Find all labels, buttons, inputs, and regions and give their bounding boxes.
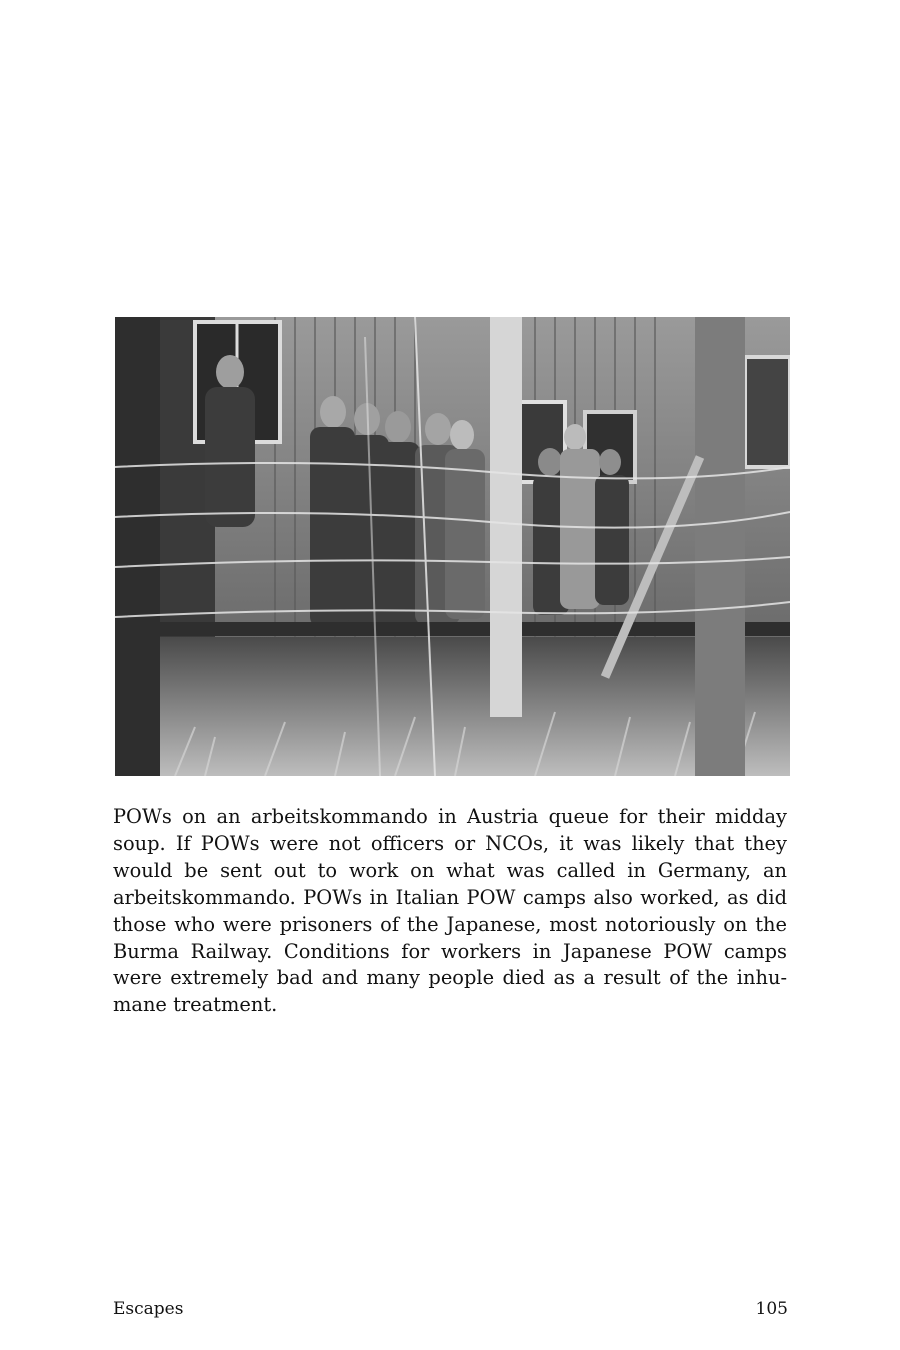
pow-photograph <box>115 317 790 776</box>
photo-caption: POWs on an arbeitskommando in Austria queue for their midday soup. If POWs were not officers or NCOs, it was likely that they would be sent out to work on what was called in Germany, an arbeitskommando. POWs in Italian POW camps also worked, as did those who were prisoners of the Japanese, most notoriously on the Burma Railway. Conditions for workers in Japanese POW camps were extremely bad and many people died as a result of the inhumane treatment. <box>113 805 787 1017</box>
photo-illustration <box>115 317 790 776</box>
page-number: 105 <box>755 1299 788 1319</box>
footer-section-title: Escapes <box>113 1299 184 1319</box>
